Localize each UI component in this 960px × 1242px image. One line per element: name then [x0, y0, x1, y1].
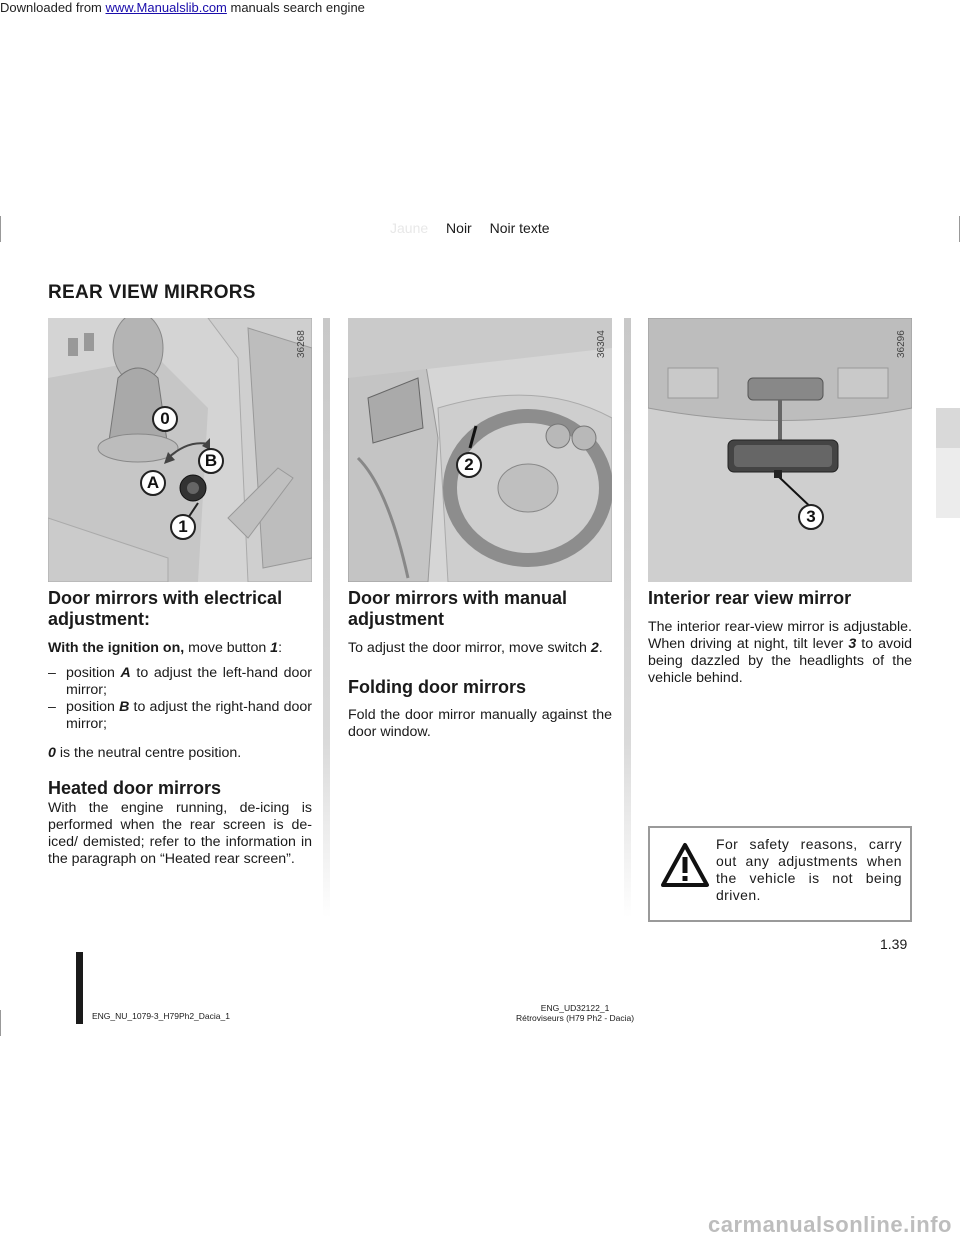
print-colors: Jaune Noir Noir texte — [390, 220, 550, 236]
column-manual-adjustment — [348, 588, 612, 749]
column-interior-mirror — [648, 588, 912, 695]
page-title: REAR VIEW MIRRORS — [48, 282, 256, 303]
warning-text: For safety reasons, carry out any adjustments when the vehicle is not being driven. — [716, 836, 902, 903]
callout-0: 0 — [152, 406, 178, 432]
chapter-tab-shade — [936, 448, 960, 518]
figure-interior-mirror — [648, 318, 912, 582]
column-divider — [323, 318, 330, 918]
callout-B: B — [198, 448, 224, 474]
neutral-text: 0 is the neutral centre position. — [48, 745, 242, 761]
position-list — [48, 665, 312, 733]
list-item: – position A to adjust the left-hand door mirror; — [48, 665, 313, 698]
figure-ref: 36268 — [296, 330, 307, 358]
warning-triangle-icon — [660, 842, 710, 888]
folding-text: Fold the door mirror manually against the door window. — [348, 707, 612, 740]
footer-doc-code: ENG_NU_1079-3_H79Ph2_Dacia_1 — [92, 1011, 230, 1021]
chapter-tab — [936, 408, 960, 448]
column-divider — [624, 318, 631, 918]
heated-text: With the engine running, de-icing is performed when the rear screen is de-iced/ demisted; refer to the information in the paragraph on “Heated rear screen”. — [48, 800, 312, 867]
crop-mark — [0, 1010, 1, 1036]
figure-electric-mirror-control — [48, 318, 312, 582]
page-number: 1.39 — [880, 936, 908, 952]
section-heading: Door mirrors with manual adjustment — [348, 588, 568, 629]
figure-ref: 36296 — [896, 330, 907, 358]
console-illustration — [48, 318, 312, 582]
callout-3: 3 — [798, 504, 824, 530]
section-heading: Folding door mirrors — [348, 677, 526, 697]
watermark: carmanualsonline.info — [708, 1212, 952, 1237]
callout-A: A — [140, 470, 166, 496]
intro-text: With the ignition on, move button 1: — [48, 640, 283, 656]
interior-text: The interior rear-view mirror is adjustable. When driving at night, tilt lever 3 to avoid being dazzled by the headlights of the vehicle behind. — [648, 619, 913, 686]
callout-1: 1 — [170, 514, 196, 540]
column-electric-adjustment — [48, 588, 312, 876]
download-notice: Downloaded from www.Manualslib.com manuals search engine — [0, 0, 365, 15]
figure-ref: 36304 — [596, 330, 607, 358]
list-item: – position B to adjust the right-hand door mirror; — [48, 699, 312, 732]
section-heading: Heated door mirrors — [48, 778, 222, 798]
figure-manual-mirror — [348, 318, 612, 582]
dashboard-illustration — [348, 318, 612, 582]
section-heading: Interior rear view mirror — [648, 588, 852, 608]
roof-illustration — [648, 318, 912, 582]
footer-section-code: ENG_UD32122_1 Rétroviseurs (H79 Ph2 - Dacia) — [516, 1003, 635, 1023]
crop-mark — [0, 216, 1, 242]
safety-warning-box — [648, 826, 912, 922]
section-heading: Door mirrors with electrical adjustment: — [48, 588, 283, 629]
manualslib-link[interactable]: www.Manualslib.com — [105, 0, 227, 15]
callout-2: 2 — [456, 452, 482, 478]
footer-bar — [76, 952, 83, 1024]
manual-text: To adjust the door mirror, move switch 2. — [348, 640, 603, 656]
